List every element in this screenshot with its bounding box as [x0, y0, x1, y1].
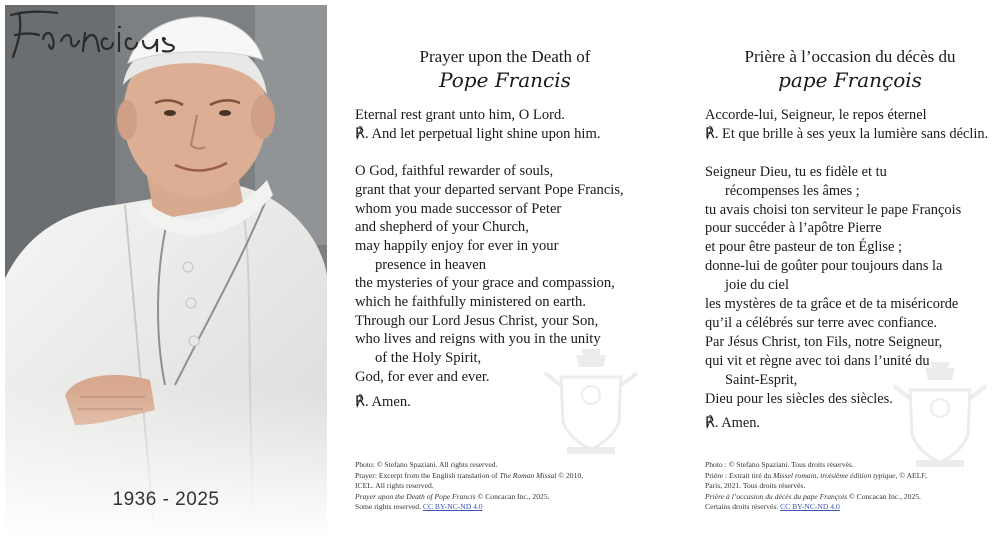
prayer-line: which he faithfully ministered on earth. [355, 294, 586, 311]
prayer-line: Through our Lord Jesus Christ, your Son, [355, 312, 599, 329]
prayer-line: tu avais choisi ton serviteur le pape François [705, 201, 962, 218]
rights-line: Some rights reserved. CC BY-NC-ND 4.0 [355, 502, 483, 512]
prayer-credit-cont: Paris, 2021. Tous droits réservés. [705, 481, 806, 491]
prayer-credit: Prayer: Excerpt from the English translation of The Roman Missal © 2010, [355, 470, 584, 480]
license-link[interactable]: CC BY-NC-ND 4.0 [780, 502, 840, 512]
pope-portrait-illustration [5, 5, 327, 538]
title-line-2: Pope Francis [439, 68, 571, 92]
prayer-line: Saint-Esprit, [725, 371, 798, 388]
prayer-line: of the Holy Spirit, [375, 350, 482, 367]
franciscus-signature [5, 5, 235, 65]
prayer-response: ℟. Et que brille à ses yeux la lumière sans déclin. [705, 125, 989, 142]
prayer-line: Accorde-lui, Seigneur, le repos éternel [705, 107, 927, 123]
photo-credit: Photo: © Stefano Spaziani. All rights reserved. [355, 460, 498, 469]
prayer-credit-cont: ICEL. All rights reserved. [355, 481, 434, 491]
title-line-2: pape François [778, 68, 922, 92]
memorial-years: 1936 - 2025 [112, 489, 220, 510]
prayer-card-english [355, 5, 655, 538]
prayer-line: qu’il a célébrés sur terre avec confiance. [705, 314, 938, 331]
memorial-photo-panel [5, 5, 327, 538]
prayer-line: who lives and reigns with you in the unity [355, 331, 601, 348]
title-line-1: Prière à l’occasion du décès du [744, 47, 956, 66]
prayer-line: and shepherd of your Church, [355, 219, 529, 236]
prayer-line: whom you made successor of Peter [355, 200, 562, 217]
prayer-line: et pour être pasteur de ton Église ; [705, 239, 903, 256]
rights-line: Certains droits réservés. CC BY-NC-ND 4.0 [705, 502, 840, 512]
prayer-line: Seigneur Dieu, tu es fidèle et tu [705, 163, 887, 180]
license-link[interactable]: CC BY-NC-ND 4.0 [422, 502, 483, 512]
prayer-line: O God, faithful rewarder of souls, [355, 163, 554, 180]
prayer-response: ℟. And let perpetual light shine upon him. [355, 125, 601, 142]
prayer-line: qui vit et règne avec toi dans l’unité du [705, 352, 930, 369]
photo-credit: Photo : © Stefano Spaziani. Tous droits réservés. [705, 460, 854, 469]
prayer-line: joie du ciel [725, 277, 789, 294]
prayer-credit: Prière : Extrait tiré du Missel romain, troisième édition typique, © AELF, [705, 470, 927, 480]
prayer-response: ℟. Amen. [705, 415, 761, 432]
prayer-line: Dieu pour les siècles des siècles. [705, 390, 893, 407]
prayer-line: Par Jésus Christ, ton Fils, notre Seigneur, [705, 333, 943, 350]
credits-french [705, 460, 927, 513]
prayer-line: Eternal rest grant unto him, O Lord. [355, 107, 565, 123]
title-line-1: Prayer upon the Death of [419, 47, 591, 66]
prayer-card-french [705, 5, 995, 538]
prayer-line: les mystères de ta grâce et de ta miséricorde [705, 296, 959, 313]
prayer-response: ℟. Amen. [355, 393, 411, 410]
prayer-line: presence in heaven [375, 256, 487, 273]
papal-coat-of-arms-watermark [541, 347, 641, 457]
work-credit: Prière à l’occasion du décès du pape François © Concacan Inc., 2025. [705, 491, 921, 501]
prayer-line: grant that your departed servant Pope Francis, [355, 181, 624, 198]
credits-english [355, 460, 583, 513]
prayer-line: récompenses les âmes ; [725, 182, 860, 199]
prayer-line: may happily enjoy for ever in your [355, 237, 559, 254]
prayer-line: pour succéder à l’apôtre Pierre [705, 220, 882, 237]
work-credit: Prayer upon the Death of Pope Francis © Concacan Inc., 2025. [355, 491, 550, 501]
papal-coat-of-arms-watermark [890, 360, 990, 470]
prayer-line: the mysteries of your grace and compassion, [355, 275, 615, 292]
prayer-line: donne-lui de goûter pour toujours dans la [705, 258, 943, 275]
prayer-line: God, for ever and ever. [355, 368, 490, 385]
